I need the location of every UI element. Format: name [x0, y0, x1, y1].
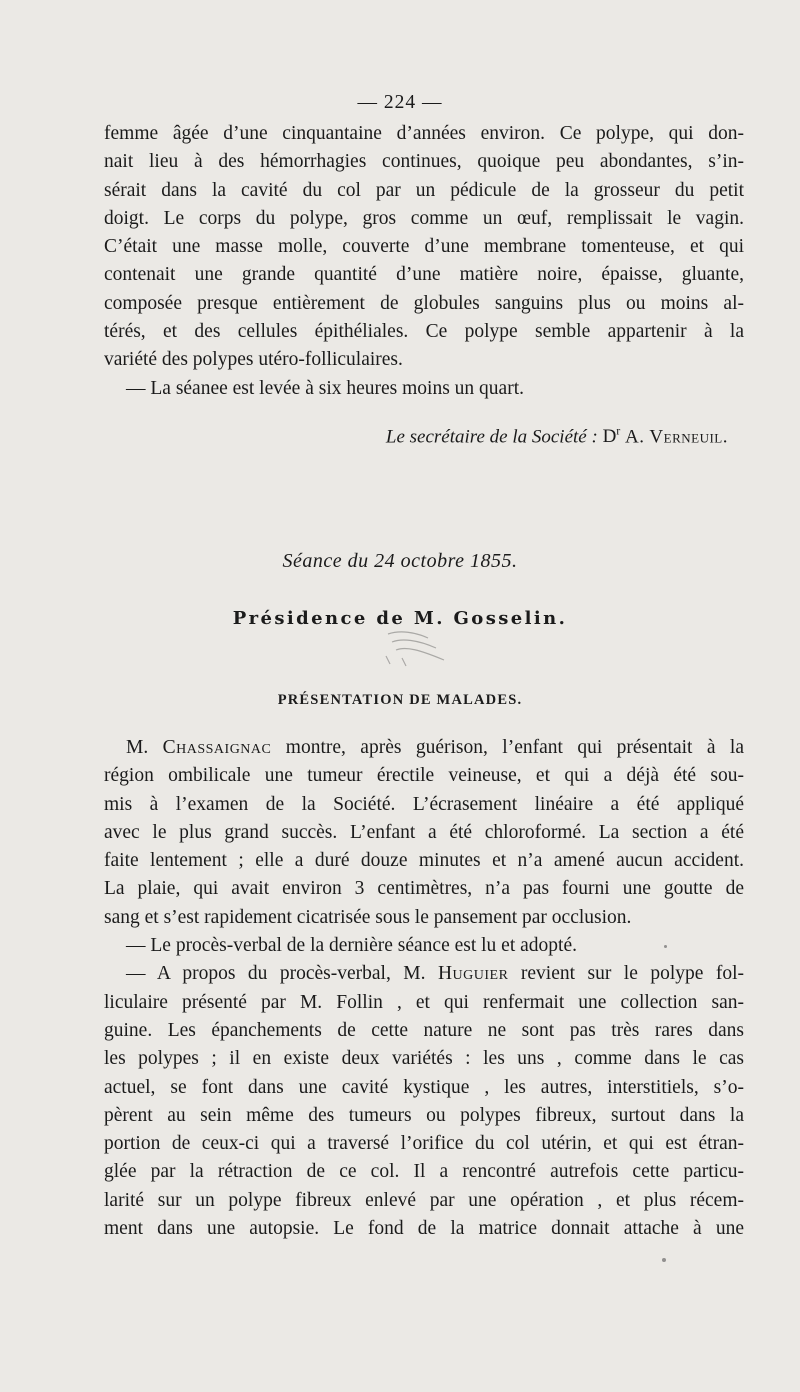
text-line: pèrent au sein même des tumeurs ou polypes fibreux, surtout dans la [104, 1104, 744, 1126]
text-line: liculaire présenté par M. Follin , et qui renfermait une collection san- [104, 991, 744, 1013]
person-name: Huguier [437, 963, 509, 985]
ink-speck [662, 1258, 666, 1262]
signature-name: A. Verneuil. [625, 426, 728, 448]
text-line: nait lieu à des hémorrhagies continues, quoique peu abondantes, s’in- [104, 151, 744, 173]
text-line: — A propos du procès-verbal, M. Huguier revient sur le polype fol- [126, 963, 745, 985]
text-line: les polypes ; il en existe deux variétés : les uns , comme dans le cas [104, 1048, 744, 1070]
text-line: térés, et des cellules épithéliales. Ce polype semble appartenir à la [104, 321, 744, 343]
text-line: actuel, se font dans une cavité kystique , les autres, interstitiels, s’o- [104, 1076, 744, 1098]
text-line: variété des polypes utéro-folliculaires. [104, 349, 403, 371]
text-line: sérait dans la cavité du col par un pédicule de la grosseur du petit [104, 179, 744, 201]
ink-stamp-mark [380, 628, 450, 668]
text-line: La plaie, qui avait environ 3 centimètres, n’a pas fourni une goutte de [104, 878, 744, 900]
signature-label: Le secrétaire de la Société : [385, 426, 598, 448]
first-paragraph [104, 120, 744, 403]
signature-title: $D^r$ [602, 424, 621, 448]
signature [386, 424, 728, 448]
text-line: M. Chassaignac montre, après guérison, l’enfant qui présentait à la [126, 737, 744, 758]
text-line: guine. Les épanchements de cette nature ne sont pas très rares dans [104, 1019, 744, 1041]
page-number: — 224 — [357, 92, 443, 113]
text-line: femme âgée d’une cinquantaine d’années environ. Ce polype, qui don- [104, 123, 744, 144]
text-line: larité sur un polype fibreux enlevé par une opération , et plus récem- [104, 1189, 744, 1211]
session-title: Séance du 24 octobre 1855. [282, 550, 518, 572]
text-line: C’était une masse molle, couverte d’une membrane tomenteuse, et qui [104, 236, 744, 258]
text-line: sang et s’est rapidement cicatrisée sous le pansement par occlusion. [104, 906, 632, 928]
text-line: composée presque entièrement de globules sanguins plus ou moins al- [104, 292, 744, 314]
text-line: doigt. Le corps du polype, gros comme un œuf, remplissait le vagin. [104, 207, 744, 229]
text-line: portion de ceux-ci qui a traversé l’orifice du col utérin, et qui est étran- [104, 1133, 744, 1155]
ink-speck [664, 945, 667, 948]
closing-line: — La séanee est levée à six heures moins un quart. [126, 377, 524, 399]
main-text [104, 734, 744, 1243]
text-line: ment dans une autopsie. Le fond de la matrice donnait attache à une [104, 1218, 744, 1240]
text-line: région ombilicale une tumeur érectile veineuse, et qui a déjà été sou- [104, 765, 744, 787]
text-line: contenait une grande quantité d’une matière noire, épaisse, gluante, [104, 264, 744, 286]
text-line: — Le procès-verbal de la dernière séance est lu et adopté. [126, 935, 577, 957]
text-line: mis à l’examen de la Société. L’écrasement linéaire a été appliqué [104, 793, 744, 815]
person-name: Chassaignac [162, 737, 272, 758]
text-line: glée par la rétraction de ce col. Il a rencontré autrefois cette particu- [104, 1161, 744, 1183]
section-heading: PRÉSENTATION DE MALADES. [277, 692, 523, 708]
presidence-line: Présidence de M. Gosselin. [232, 608, 568, 629]
text-line: faite lentement ; elle a duré douze minutes et n’a amené aucun accident. [104, 850, 744, 872]
text-line: avec le plus grand succès. L’enfant a été chloroformé. La section a été [104, 821, 744, 843]
